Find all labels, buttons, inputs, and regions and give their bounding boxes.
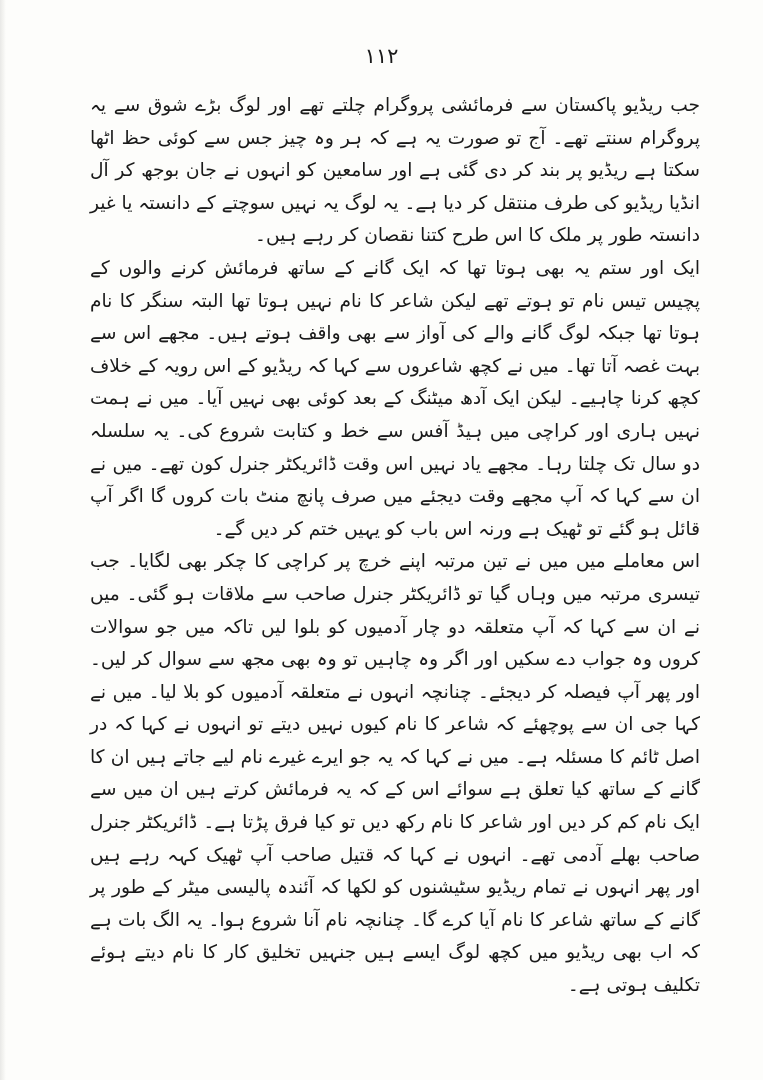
page-edge-shadow (0, 0, 6, 1080)
paragraph-1: جب ریڈیو پاکستان سے فرمائشی پروگرام چلتے تھے اور لوگ بڑے شوق سے یہ پروگرام سنتے تھے۔ آج تو صورت یہ ہے کہ ہر وہ چیز جس سے کوئی حظ اٹھا سکتا ہے ریڈیو پر بند کر دی گئی ہے اور سامعین کو انہوں نے جان بوجھ کر آل انڈیا ریڈیو کی طرف منتقل کر دیا ہے۔ یہ لوگ یہ نہیں سوچتے کے دانستہ یا غیر دانستہ طور پر ملک کا اس طرح کتنا نقصان کر رہے ہیں۔ (90, 95, 700, 247)
body-text (90, 90, 700, 1003)
paragraph-3: اس معاملے میں میں نے تین مرتبہ اپنے خرچ پر کراچی کا چکر بھی لگایا۔ جب تیسری مرتبہ میں وہاں گیا تو ڈائریکٹر جنرل صاحب سے ملاقات ہو گئی۔ میں نے ان سے کہا کہ آپ متعلقہ دو چار آدمیوں کو بلوا لیں تاکہ میں جو سوالات کروں وہ جواب دے سکیں اور اگر وہ چاہیں تو وہ بھی مجھ سے سوال کر لیں۔ اور پھر آپ فیصلہ کر دیجئے۔ چنانچہ انہوں نے متعلقہ آدمیوں کو بلا لیا۔ میں نے کہا جی ان سے پوچھئے کہ شاعر کا نام کیوں نہیں دیتے تو انہوں نے کہا کہ در اصل ٹائم کا مسئلہ ہے۔ میں نے کہا کہ یہ جو ایرے غیرے نام لیے جاتے ہیں ان کا گانے کے ساتھ کیا تعلق ہے سوائے اس کے کہ یہ فرمائش کرتے ہیں ان میں سے ایک نام کم کر دیں اور شاعر کا نام رکھ دیں تو کیا فرق پڑتا ہے۔ ڈائریکٹر جنرل صاحب بھلے آدمی تھے۔ انہوں نے کہا کہ قتیل صاحب آپ ٹھیک کہہ رہے ہیں اور پھر انہوں نے تمام ریڈیو سٹیشنوں کو لکھا کہ آئندہ پالیسی میٹر کے طور پر گانے کے ساتھ شاعر کا نام آیا کرے گا۔ چنانچہ نام آنا شروع ہوا۔ یہ الگ بات ہے کہ اب بھی ریڈیو میں کچھ لوگ ایسے ہیں جنہیں تخلیق کار کا نام دیتے ہوئے تکلیف ہوتی ہے۔ (90, 551, 700, 997)
page-number: ١١٢ (364, 44, 399, 68)
paragraph-2: ایک اور ستم یہ بھی ہوتا تھا کہ ایک گانے کے ساتھ فرمائش کرنے والوں کے پچیس تیس نام تو ہوتے تھے لیکن شاعر کا نام نہیں ہوتا تھا البتہ سنگر کا نام ہوتا تھا جبکہ لوگ گانے والے کی آواز سے بھی واقف ہوتے ہیں۔ مجھے اس سے بہت غصہ آتا تھا۔ میں نے کچھ شاعروں سے کہا کہ ریڈیو کے اس رویہ کے خلاف کچھ کرنا چاہیے۔ لیکن ایک آدھ میٹنگ کے بعد کوئی بھی نہیں آیا۔ میں نے ہمت نہیں ہاری اور کراچی میں ہیڈ آفس سے خط و کتابت شروع کی۔ یہ سلسلہ دو سال تک چلتا رہا۔ مجھے یاد نہیں اس وقت ڈائریکٹر جنرل کون تھے۔ میں نے ان سے کہا کہ آپ مجھے وقت دیجئے میں صرف پانچ منٹ بات کروں گا اگر آپ قائل ہو گئے تو ٹھیک ہے ورنہ اس باب کو یہیں ختم کر دیں گے۔ (90, 257, 700, 540)
